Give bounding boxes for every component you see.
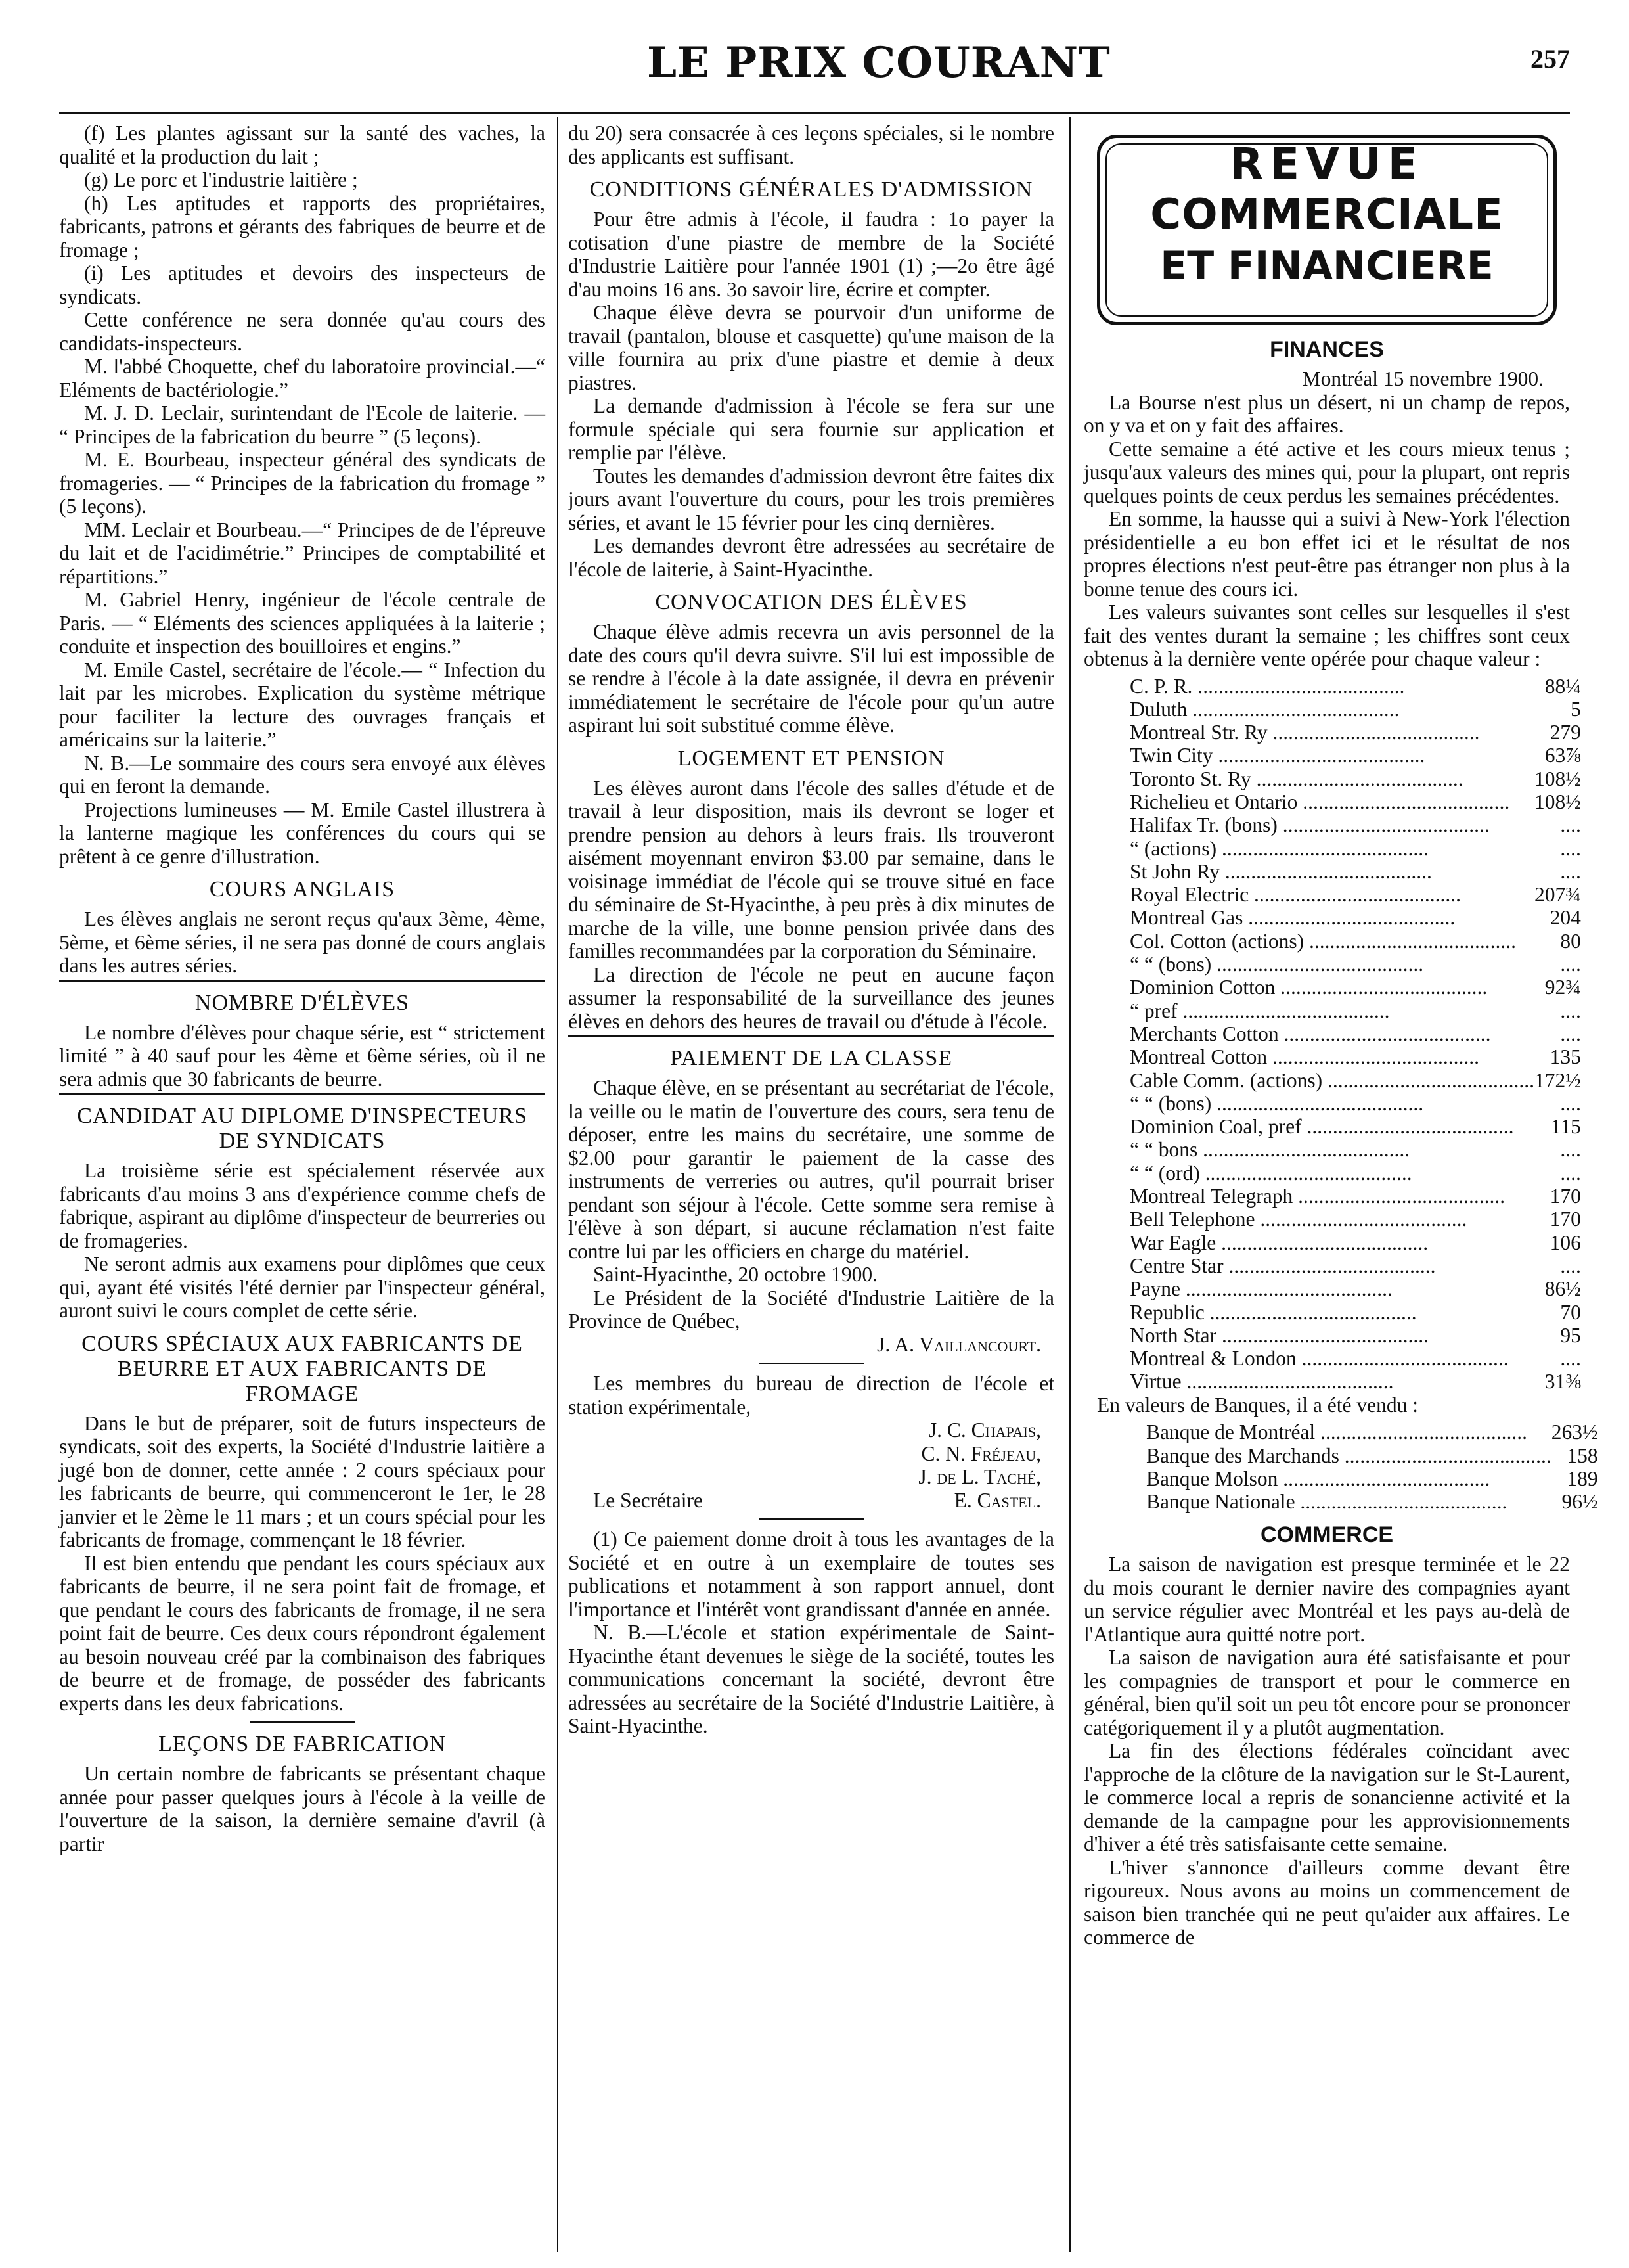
security-price: 63⅞ [1544, 744, 1581, 767]
security-name: Halifax Tr. (bons) ..... [1130, 813, 1534, 836]
security-name: Toronto St. Ry ..... [1130, 767, 1534, 790]
security-price: 158 [1567, 1443, 1598, 1467]
security-price: 170 [1550, 1208, 1581, 1231]
security-name: Duluth ..... [1130, 698, 1534, 721]
secretary-label: Le Secrétaire [593, 1488, 703, 1512]
paragraph: La demande d'admission à l'école se fera sur une formule spéciale qui sera fournie sur application et remplie par l'élève. [568, 394, 1054, 464]
paragraph: La saison de navigation est presque terminée et le 22 du mois courant le dernier navire des compagnies ayant un service régulier avec Montréal et les pays au-delà de l'Atlantique aura quitté notre port. [1084, 1553, 1570, 1646]
security-name: Cable Comm. (actions) ..... [1130, 1069, 1534, 1092]
paragraph: La troisième série est spécialement réservée aux fabricants d'au moins 3 ans d'expérience comme chefs de fabrique, aspirant au diplôme d'inspecteur de beurreries ou de fromageries. [59, 1159, 545, 1252]
ornament-divider [759, 1518, 864, 1520]
paragraph: N. B.—Le sommaire des cours sera envoyé aux élèves qui en feront la demande. [59, 751, 545, 798]
quotation-row [1130, 1277, 1581, 1300]
page-number: 257 [1530, 44, 1570, 74]
quotation-row [1130, 721, 1581, 744]
column-1 [59, 122, 545, 1855]
security-name: Bell Telephone ..... [1130, 1208, 1534, 1231]
quotation-row [1130, 1092, 1581, 1115]
signature: E. Castel. [954, 1488, 1041, 1512]
heading-cours-speciaux: COURS SPÉCIAUX AUX FABRICANTS DE BEURRE ET AUX FABRICANTS DE FROMAGE [81, 1331, 523, 1406]
security-name: Twin City ..... [1130, 744, 1534, 767]
quotation-row [1130, 1301, 1581, 1324]
security-name: “ “ (ord) ..... [1130, 1162, 1534, 1185]
paragraph: Les membres du bureau de direction de l'école et station expérimentale, [568, 1372, 1054, 1418]
security-name: “ “ (bons) ..... [1130, 953, 1534, 976]
paragraph: (f) Les plantes agissant sur la santé des vaches, la qualité et la production du lait ; [59, 122, 545, 168]
paragraph: Cette semaine a été active et les cours mieux tenus ; jusqu'aux valeurs des mines qui, pour la plupart, ont repris quelques points de ceux perdus les semaines précédentes. [1084, 437, 1570, 507]
column-2 [568, 122, 1054, 1738]
paragraph: MM. Leclair et Bourbeau.—“ Principes de de l'épreuve du lait et de l'acidimétrie.” Principes de comptabilité et répartitions.” [59, 518, 545, 588]
security-name: Montreal Str. Ry ..... [1130, 721, 1534, 744]
security-price: 115 [1550, 1115, 1581, 1139]
paragraph: La Bourse n'est plus un désert, ni un champ de repos, on y va et on y fait des affaires. [1084, 390, 1570, 437]
paragraph: En somme, la hausse qui a suivi à New-York l'élection présidentielle a eu bon effet ici et le résultat de nos propres élections n'est peut-être pas étranger non plus à la bonne tenue des cours ici. [1084, 507, 1570, 601]
paragraph: Chaque élève devra se pourvoir d'un uniforme de travail (pantalon, blouse et casquette) qu'une maison de la ville fournira au prix d'une piastre et demie à deux piastres. [568, 301, 1054, 394]
quotation-row [1130, 883, 1581, 906]
quotation-row [1130, 999, 1581, 1022]
quotation-row [1130, 976, 1581, 999]
security-price: 204 [1550, 906, 1581, 930]
quotation-row [1130, 1045, 1581, 1068]
paragraph: Le nombre d'élèves pour chaque série, est “ strictement limité ” à 40 sauf pour les 4ème et 6ème séries, où il ne sera admis que 30 fabricants de beurre. [59, 1020, 545, 1091]
column-rule-1 [557, 117, 558, 2252]
security-name: Virtue ..... [1130, 1370, 1534, 1393]
security-price: 207¾ [1534, 883, 1581, 907]
security-price: .... [1560, 1347, 1581, 1371]
security-name: Banque Molson ..... [1146, 1467, 1551, 1490]
quotation-row [1130, 1162, 1581, 1185]
security-name: Centre Star ..... [1130, 1254, 1534, 1277]
security-price: .... [1560, 836, 1581, 860]
security-price: .... [1560, 953, 1581, 976]
stock-quotations-table [1130, 675, 1581, 1394]
quotation-row [1130, 744, 1581, 767]
signature: J. C. Chapais, [928, 1418, 1041, 1441]
heading-nombre-eleves: NOMBRE D'ÉLÈVES [194, 990, 410, 1015]
divider [568, 1035, 1054, 1037]
paragraph: (h) Les aptitudes et rapports des propriétaires, fabricants, patrons et gérants des fabriques de beurre et de fromage ; [59, 191, 545, 261]
paragraph: Les élèves anglais ne seront reçus qu'aux 3ème, 4ème, 5ème, et 6ème séries, il ne sera pas donné de cours anglais dans les autres séries. [59, 907, 545, 977]
quotation-row [1130, 930, 1581, 953]
heading-paiement: PAIEMENT DE LA CLASSE [670, 1046, 952, 1070]
quotation-row [1130, 1254, 1581, 1277]
signature: J. A. Vaillancourt. [877, 1332, 1041, 1356]
security-name: “ (actions) ..... [1130, 837, 1534, 860]
security-price: 135 [1550, 1045, 1581, 1069]
heading-convocation: CONVOCATION DES ÉLÈVES [655, 590, 968, 614]
quotation-row [1146, 1467, 1598, 1490]
security-name: “ pref ..... [1130, 999, 1534, 1022]
banner-line: REVUE [1230, 139, 1424, 189]
security-price: 170 [1550, 1185, 1581, 1208]
security-price: 86½ [1544, 1277, 1581, 1301]
security-price: 279 [1550, 721, 1581, 744]
security-price: 92¾ [1544, 976, 1581, 999]
security-name: North Star ..... [1130, 1324, 1534, 1347]
paragraph: N. B.—L'école et station expérimentale de Saint-Hyacinthe étant devenues le siège de la société, toutes les communications concernant la société, devront être adressées au secrétaire de la Société d'Industrie Laitière, à Saint-Hyacinthe. [568, 1621, 1054, 1737]
security-price: 31⅜ [1544, 1370, 1581, 1394]
heading-candidat-diplome: CANDIDAT AU DIPLOME D'INSPECTEURS DE SYNDICATS [77, 1104, 527, 1153]
quotation-row [1130, 1138, 1581, 1161]
paragraph: M. l'abbé Choquette, chef du laboratoire provincial.—“ Eléments de bactériologie.” [59, 355, 545, 401]
divider [59, 980, 545, 982]
security-price: 108½ [1534, 790, 1581, 813]
security-price: .... [1560, 1161, 1581, 1185]
ornament-divider [250, 1721, 355, 1723]
paragraph: L'hiver s'annonce d'ailleurs comme devant être rigoureux. Nous avons au moins un commencement de saison bien tranchée qui ne peut qu'aider aux affaires. Le commerce de [1084, 1855, 1570, 1949]
paragraph: M. Gabriel Henry, ingénieur de l'école centrale de Paris. — “ Eléments des sciences appliquées à la laiterie ; conduite et inspection des bouilloires et engins.” [59, 588, 545, 658]
quotation-row [1146, 1420, 1598, 1443]
security-price: .... [1560, 1254, 1581, 1277]
quotation-row [1130, 1324, 1581, 1347]
quotation-row [1130, 790, 1581, 813]
security-price: .... [1560, 1091, 1581, 1115]
security-name: Dominion Cotton ..... [1130, 976, 1534, 999]
quotation-row [1130, 860, 1581, 883]
paragraph: M. E. Bourbeau, inspecteur général des syndicats de fromageries. — “ Principes de la fabrication du fromage ” (5 leçons). [59, 448, 545, 518]
paragraph: Les valeurs suivantes sont celles sur lesquelles il s'est fait des ventes durant la semaine ; les chiffres sont ceux obtenus à la dernière vente opérée pour chaque valeur : [1084, 601, 1570, 670]
security-name: Richelieu et Ontario ..... [1130, 790, 1534, 813]
heading-finances: FINANCES [1270, 337, 1384, 362]
quotation-row [1130, 837, 1581, 860]
quotation-row [1130, 698, 1581, 721]
security-price: .... [1560, 813, 1581, 837]
masthead-title: LE PRIX COURANT [647, 38, 1111, 87]
paragraph: Toutes les demandes d'admission devront être faites dix jours avant l'ouverture du cours, pour les trois premières séries, et avant le 15 février pour les cinq dernières. [568, 464, 1054, 534]
quotation-row [1146, 1490, 1598, 1513]
security-name: “ “ bons ..... [1130, 1138, 1534, 1161]
heading-cours-anglais: COURS ANGLAIS [209, 877, 395, 901]
security-price: 172½ [1534, 1068, 1581, 1092]
paragraph: La fin des élections fédérales coïncidant avec l'approche de la clôture de la navigation sur le St-Laurent, le commerce local a repris de sonancienne activité et la demande de la campagne pour les approvisionnements d'hiver a été très satisfaisante cette semaine. [1084, 1739, 1570, 1856]
security-name: Montreal Gas ..... [1130, 906, 1534, 929]
security-name: Royal Electric ..... [1130, 883, 1534, 906]
paragraph: Pour être admis à l'école, il faudra : 1o payer la cotisation d'une piastre de membre de la Société d'Industrie Laitière pour l'année 1901 (1) ;—2o être âgé d'au moins 16 ans. 3o savoir lire, écrire et compter. [568, 208, 1054, 301]
column-3 [1084, 122, 1598, 1949]
paragraph: Projections lumineuses — M. Emile Castel illustrera à la lanterne magique les conférences du cours qui se prêtent à ce genre d'illustration. [59, 798, 545, 868]
quotation-row [1130, 1185, 1581, 1208]
paragraph: Chaque élève admis recevra un avis personnel de la date des cours qu'il devra suivre. S'il lui est impossible de se rendre à l'école à la date assignée, il devra en prévenir immédiatement le secrétaire de l'école pour qu'un autre aspirant lui soit substitué comme élève. [568, 620, 1054, 737]
paragraph: Dans le but de préparer, soit de futurs inspecteurs de syndicats, soit des experts, la Société d'Industrie laitière a jugé bon de donner, cette année : 2 cours spéciaux pour les fabricants de beurre, qui commenceront le 1er, le 28 janvier et le 2ème le 11 mars ; et un cours spécial pour les fabricants de fromage, commençant le 18 février. [59, 1411, 545, 1551]
top-rule [59, 112, 1570, 114]
security-name: War Eagle ..... [1130, 1231, 1534, 1254]
paragraph: Chaque élève, en se présentant au secrétariat de l'école, la veille ou le matin de l'ouverture des cours, sera tenu de déposer, entre les mains du secrétaire, une somme de $2.00 pour garantir le paiement de la casse des instruments de verreries ou autres, qu'il pourrait briser pendant son séjour à l'école. Cette somme sera remise à l'élève à son départ, si aucune réclamation n'est faite contre lui par les officiers en charge du matériel. [568, 1076, 1054, 1263]
paragraph: (i) Les aptitudes et devoirs des inspecteurs de syndicats. [59, 261, 545, 308]
security-price: 70 [1560, 1300, 1581, 1324]
heading-commerce: COMMERCE [1260, 1522, 1394, 1548]
security-name: Montreal Cotton ..... [1130, 1045, 1534, 1068]
dateline: Montréal 15 novembre 1900. [1302, 367, 1544, 390]
signature: C. N. Fréjeau, [921, 1441, 1041, 1465]
security-price: 189 [1567, 1466, 1598, 1490]
paragraph: La saison de navigation aura été satisfaisante et pour les compagnies de transport et pour le commerce en général, bien qu'il soit un peu tôt encore pour se prononcer catégoriquement il y a plutôt augmentation. [1084, 1646, 1570, 1739]
dateline: Saint-Hyacinthe, 20 octobre 1900. [593, 1263, 878, 1286]
divider [59, 1093, 545, 1095]
paragraph: M. Emile Castel, secrétaire de l'école.— “ Infection du lait par les microbes. Explication du système métrique pour faciliter la lecture des ouvrages français et américains sur la laiterie.” [59, 658, 545, 751]
quotation-row [1130, 767, 1581, 790]
quotation-row [1130, 813, 1581, 836]
secretary-line [568, 1489, 1054, 1512]
heading-lecons-fabrication: LEÇONS DE FABRICATION [158, 1732, 446, 1756]
quotation-row [1130, 1347, 1581, 1370]
security-price: 263½ [1551, 1420, 1598, 1444]
paragraph: (g) Le porc et l'industrie laitière ; [84, 168, 358, 191]
paragraph: Les élèves auront dans l'école des salles d'étude et de travail à leur disposition, mais ils devront se loger et prendre pension au dehors à leurs frais. Ils trouveront aisément moyennant environ $3.00 par semaine, dans le voisinage immédiat de l'école qui se trouve situé en face du séminaire de St-Hyacinthe, à peu près à dix minutes de marche de la ville, une bonne pension privée dans des familles recommandées par la corporation du Séminaire. [568, 776, 1054, 963]
quotation-row [1130, 953, 1581, 976]
quotation-row [1130, 675, 1581, 698]
quotation-row [1130, 1208, 1581, 1231]
security-price: 108½ [1534, 767, 1581, 790]
security-name: St John Ry ..... [1130, 860, 1534, 883]
signature: J. de L. Taché, [918, 1465, 1041, 1488]
heading-logement: LOGEMENT ET PENSION [677, 746, 945, 771]
paragraph: du 20) sera consacrée à ces leçons spéciales, si le nombre des applicants est suffisant. [568, 122, 1054, 168]
security-price: 96½ [1561, 1490, 1598, 1514]
security-name: “ “ (bons) ..... [1130, 1092, 1534, 1115]
security-name: Col. Cotton (actions) ..... [1130, 930, 1534, 953]
security-name: Dominion Coal, pref ..... [1130, 1115, 1534, 1138]
paragraph: La direction de l'école ne peut en aucune façon assumer la responsabilité de la surveillance des jeunes élèves en dehors des heures de travail ou d'étude à l'école. [568, 963, 1054, 1033]
banner-line: ET FINANCIERE [1160, 243, 1494, 289]
paragraph: En valeurs de Banques, il a été vendu : [1097, 1393, 1418, 1417]
security-name: Montreal & London ..... [1130, 1347, 1534, 1370]
security-name: Banque Nationale ..... [1146, 1490, 1551, 1513]
column-rule-2 [1069, 117, 1071, 2252]
security-price: 80 [1560, 929, 1581, 953]
security-name: Banque des Marchands ..... [1146, 1444, 1551, 1467]
security-name: Republic ..... [1130, 1301, 1534, 1324]
security-name: C. P. R. ..... [1130, 675, 1534, 698]
security-price: 95 [1560, 1323, 1581, 1347]
security-price: 106 [1550, 1231, 1581, 1254]
heading-conditions: CONDITIONS GÉNÉRALES D'ADMISSION [589, 177, 1033, 202]
security-price: 5 [1571, 697, 1581, 721]
bank-quotations-table [1146, 1420, 1598, 1513]
quotation-row [1130, 1069, 1581, 1092]
paragraph: Cette conférence ne sera donnée qu'au cours des candidats-inspecteurs. [59, 308, 545, 355]
security-name: Banque de Montréal ..... [1146, 1420, 1551, 1443]
security-name: Merchants Cotton ..... [1130, 1022, 1534, 1045]
paragraph: Il est bien entendu que pendant les cours spéciaux aux fabricants de beurre, il ne sera point fait de fromage, et que pendant le cours des fabricants de fromage, il ne sera point fait de beurre. Ces deux cours répondront également au besoin nouveau créé par la combinaison des fabriques de beurre et de fromage, de posséder des fabricants experts dans les deux fabrications. [59, 1551, 545, 1715]
banner-line: COMMERCIALE [1150, 191, 1504, 239]
footnote: (1) Ce paiement donne droit à tous les avantages de la Société et en outre à un exemplaire de toutes ses publications et notamment à son rapport annuel, dont l'importance et l'intérêt vont grandissant d'année en année. [568, 1528, 1054, 1621]
paragraph: Ne seront admis aux examens pour diplômes que ceux qui, ayant été visités l'été dernier par l'inspecteur général, auront suivi le cours complet de cette série. [59, 1252, 545, 1322]
quotation-row [1130, 1370, 1581, 1393]
paragraph: Les demandes devront être adressées au secrétaire de l'école de laiterie, à Saint-Hyacinthe. [568, 534, 1054, 581]
security-name: Montreal Telegraph ..... [1130, 1185, 1534, 1208]
quotation-row [1130, 1115, 1581, 1138]
security-price: .... [1560, 1022, 1581, 1045]
quotation-row [1146, 1444, 1598, 1467]
ornament-divider [759, 1363, 864, 1364]
masthead [0, 0, 1629, 99]
security-price: 88¼ [1544, 674, 1581, 698]
revue-commerciale-banner [1097, 135, 1557, 325]
security-name: Payne ..... [1130, 1277, 1534, 1300]
security-price: .... [1560, 999, 1581, 1022]
paragraph: M. J. D. Leclair, surintendant de l'Ecole de laiterie. — “ Principes de la fabrication du beurre ” (5 leçons). [59, 401, 545, 448]
quotation-row [1130, 906, 1581, 929]
paragraph: Le Président de la Société d'Industrie Laitière de la Province de Québec, [568, 1286, 1054, 1332]
quotation-row [1130, 1231, 1581, 1254]
security-price: .... [1560, 859, 1581, 883]
quotation-row [1130, 1022, 1581, 1045]
paragraph: Un certain nombre de fabricants se présentant chaque année pour passer quelques jours à l'école à la veille de l'ouverture de la saison, la dernière semaine d'avril (à partir [59, 1762, 545, 1855]
security-price: .... [1560, 1138, 1581, 1162]
